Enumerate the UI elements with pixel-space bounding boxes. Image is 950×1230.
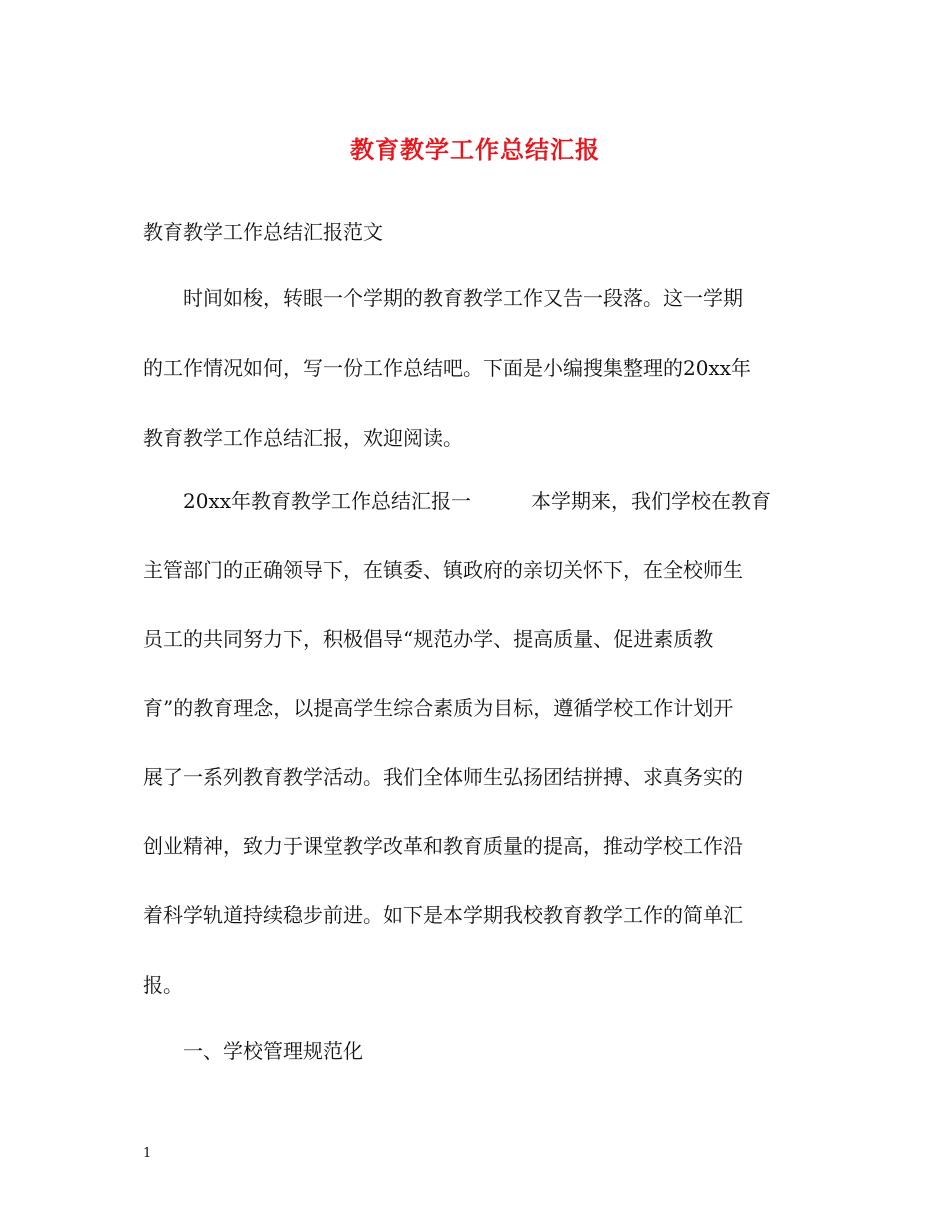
body-line-11: 报。 (143, 973, 183, 997)
body-line-4: 20xx年教育教学工作总结汇报一 本学期来，我们学校在教育 (143, 489, 772, 513)
body-line-9: 创业精神，致力于课堂教学改革和教育质量的提高，推动学校工作沿 (143, 834, 743, 858)
document-title: 教育教学工作总结汇报 (350, 135, 600, 164)
body-line-3: 教育教学工作总结汇报，欢迎阅读。 (143, 426, 463, 450)
body-line-1: 时间如梭，转眼一个学期的教育教学工作又告一段落。这一学期 (143, 286, 743, 310)
section-heading: 一、学校管理规范化 (143, 1039, 363, 1063)
body-line-2: 的工作情况如何，写一份工作总结吧。下面是小编搜集整理的20xx年 (143, 356, 752, 380)
body-line-8: 展了一系列教育教学活动。我们全体师生弘扬团结拼搏、求真务实的 (143, 765, 743, 789)
body-line-5: 主管部门的正确领导下，在镇委、镇政府的亲切关怀下，在全校师生 (143, 558, 743, 582)
body-line-6: 员工的共同努力下，积极倡导“规范办学、提高质量、促进素质教 (143, 627, 714, 651)
document-subtitle: 教育教学工作总结汇报范文 (143, 220, 383, 244)
body-line-10: 着科学轨道持续稳步前进。如下是本学期我校教育教学工作的简单汇 (143, 903, 743, 927)
body-line-7: 育”的教育理念，以提高学生综合素质为目标，遵循学校工作计划开 (143, 696, 734, 720)
page-number: 1 (143, 1146, 152, 1161)
